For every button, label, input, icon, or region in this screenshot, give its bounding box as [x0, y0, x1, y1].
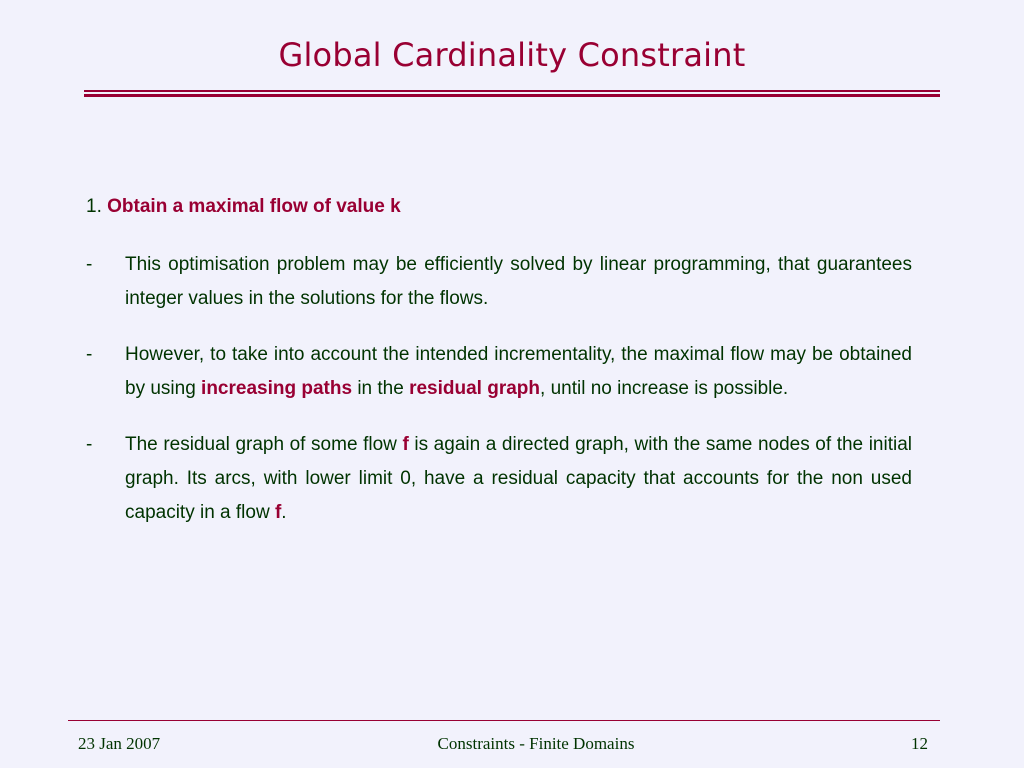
emphasis-term: f — [402, 434, 409, 455]
slide-title: Global Cardinality Constraint — [278, 36, 746, 74]
bullet-text — [125, 434, 912, 523]
bullet-item — [86, 428, 912, 530]
bullet-text-part: , until no increase is possible. — [540, 378, 789, 399]
bullet-text-part: However, to take into account the intended incrementality, the maximal flow may be obtained by using — [125, 344, 912, 399]
footer-page-number: 12 — [911, 734, 928, 753]
bullet-item — [86, 248, 912, 316]
bullet-text-part: is again a directed graph, with the same nodes of the initial graph. Its arcs, with lower limit 0, have a residual capacity that accounts for the non used capacity in a flow — [125, 434, 913, 523]
emphasis-term: increasing paths — [201, 378, 353, 399]
bullet-text-part: in the — [352, 378, 410, 399]
bullet-text: This optimisation problem may be efficiently solved by linear programming, that guarantees integer values in the solutions for the flows. — [125, 254, 912, 309]
step-title: Obtain a maximal flow of value k — [107, 196, 401, 217]
slide-body — [86, 194, 912, 552]
emphasis-term: residual graph — [409, 378, 541, 399]
bullet-text-part: . — [281, 502, 287, 523]
bullet-dash: - — [86, 254, 93, 275]
bullet-text-part: The residual graph of some flow — [125, 434, 403, 455]
bullet-dash: - — [86, 344, 93, 365]
footer-course-title: Constraints - Finite Domains — [437, 734, 635, 753]
step-heading — [86, 194, 912, 220]
footer-divider — [68, 720, 940, 721]
footer-date: 23 Jan 2007 — [78, 734, 161, 753]
step-number: 1. — [86, 196, 102, 217]
bullet-dash: - — [86, 434, 93, 455]
title-divider-top — [84, 90, 940, 92]
emphasis-term: f — [274, 502, 282, 523]
bullet-item — [86, 338, 912, 406]
bullet-text — [125, 344, 912, 399]
title-divider-bottom — [84, 94, 940, 97]
